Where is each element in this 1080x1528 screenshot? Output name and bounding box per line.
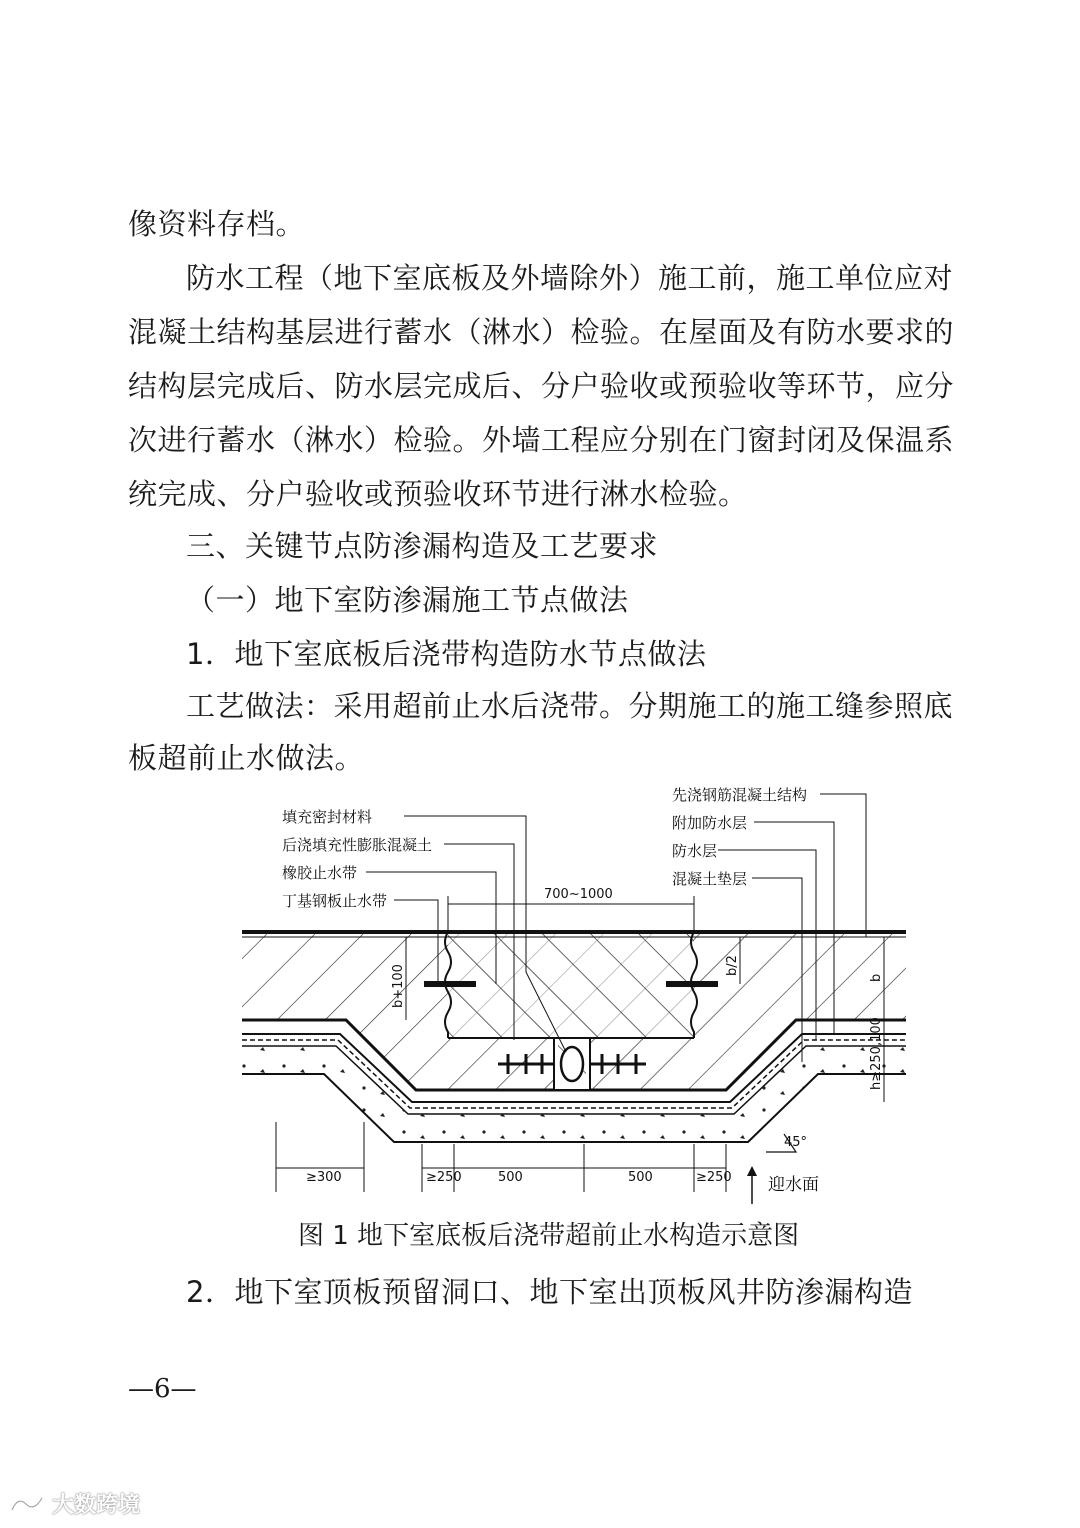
angle-label: 45° — [784, 1135, 808, 1150]
dim-b-plus-100: b+100 — [391, 964, 406, 1008]
label-waterproof-layer: 防水层 — [672, 842, 718, 860]
page-number: —6— — [128, 1374, 197, 1404]
label-sealing-material: 填充密封材料 — [282, 808, 373, 826]
paragraph-line: 板超前止水做法。 — [128, 741, 365, 775]
item-heading: 2．地下室顶板预留洞口、地下室出顶板风井防渗漏构造 — [186, 1275, 913, 1309]
label-concrete-cushion: 混凝土垫层 — [672, 870, 748, 888]
watermark-logo-icon — [8, 1492, 48, 1516]
label-rubber-waterstop: 橡胶止水带 — [282, 864, 358, 882]
subsection-heading: （一）地下室防渗漏施工节点做法 — [186, 583, 629, 617]
dim-top-span: 700~1000 — [544, 887, 613, 902]
dim-left-250: ≥250 — [426, 1170, 462, 1185]
label-butyl-steel-waterstop: 丁基钢板止水带 — [282, 892, 388, 910]
construction-diagram — [236, 772, 906, 1212]
watermark — [8, 1488, 140, 1519]
paragraph-line: 混凝土结构基层进行蓄水（淋水）检验。在屋面及有防水要求的 — [128, 315, 955, 349]
dim-right-250: ≥250 — [696, 1170, 732, 1185]
dim-b: b — [869, 973, 884, 982]
label-first-pour-structure: 先浇钢筋混凝土结构 — [672, 786, 808, 804]
section-heading: 三、关键节点防渗漏构造及工艺要求 — [186, 529, 659, 563]
paragraph-line: 工艺做法：采用超前止水后浇带。分期施工的施工缝参照底 — [186, 689, 954, 723]
dim-b-half: b/2 — [725, 955, 740, 976]
paragraph-line: 统完成、分户验收或预验收环节进行淋水检验。 — [128, 477, 748, 511]
dim-h-250: h≥250,100 — [869, 1017, 884, 1090]
paragraph-line: 结构层完成后、防水层完成后、分户验收或预验收等环节，应分 — [128, 369, 955, 403]
dim-500-b: 500 — [628, 1170, 653, 1185]
label-additional-waterproof: 附加防水层 — [672, 814, 748, 832]
item-heading: 1．地下室底板后浇带构造防水节点做法 — [186, 637, 707, 671]
dim-left-300: ≥300 — [306, 1170, 342, 1185]
paragraph-line: 次进行蓄水（淋水）检验。外墙工程应分别在门窗封闭及保温系 — [128, 423, 955, 457]
label-expansive-concrete: 后浇填充性膨胀混凝土 — [282, 836, 433, 854]
dim-500-a: 500 — [498, 1170, 523, 1185]
water-face-label: 迎水面 — [768, 1175, 819, 1195]
watermark-text: 大数跨境 — [52, 1493, 141, 1518]
paragraph-line: 防水工程（地下室底板及外墙除外）施工前，施工单位应对 — [186, 261, 954, 295]
figure-caption: 图 1 地下室底板后浇带超前止水构造示意图 — [298, 1221, 800, 1251]
paragraph-line: 像资料存档。 — [128, 207, 306, 241]
